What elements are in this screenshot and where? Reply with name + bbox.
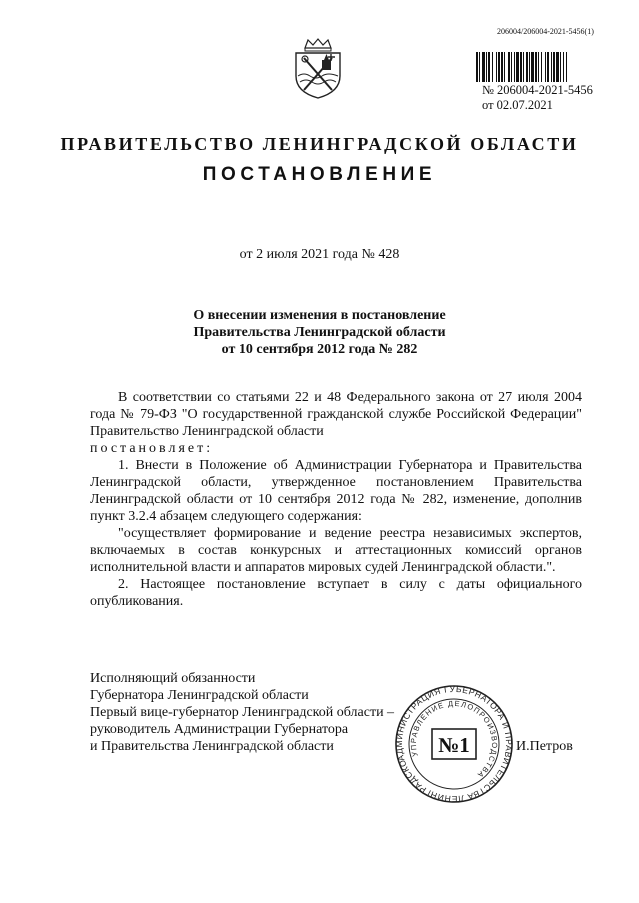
quoted-paragraph: "осуществляет формирование и ведение реестра независимых экспертов, включаемых в состав конкурсных и аттестационных комиссий органов исполнительной власти и аппаратов мировых судей Ленинградской области.".: [90, 526, 582, 575]
signatory-name: И.Петров: [516, 739, 573, 754]
preamble-text: В соответствии со статьями 22 и 48 Федерального закона от 27 июля 2004 года № 79-ФЗ "О государственной гражданской службе Российской Федерации" Правительство Ленинградской области: [90, 390, 582, 439]
registration-date: от 02.07.2021: [482, 98, 553, 112]
signatory-line-3: Первый вице-губернатор Ленинградской области –: [90, 705, 395, 720]
subject-line-1: О внесении изменения в постановление: [193, 308, 446, 323]
seal-inner-text: УПРАВЛЕНИЕ ДЕЛОПРОИЗВОДСТВА: [408, 698, 500, 781]
resolves-word: постановляет:: [90, 441, 214, 456]
document-subject: [0, 307, 639, 358]
document-body: [90, 389, 582, 610]
seal-ring-text: АДМИНИСТРАЦИЯ ГУБЕРНАТОРА И ПРАВИТЕЛЬСТВА ЛЕНИНГРАДСКОЙ: [393, 684, 515, 804]
registry-number-top: 206004/206004-2021-5456(1): [497, 27, 594, 36]
subject-line-3: от 10 сентября 2012 года № 282: [221, 342, 418, 357]
signatory-position: [90, 670, 394, 755]
signatory-line-2: Губернатора Ленинградской области: [90, 688, 309, 703]
document-type: ПОСТАНОВЛЕНИЕ: [202, 164, 437, 185]
government-title: ПРАВИТЕЛЬСТВО ЛЕНИНГРАДСКОЙ ОБЛАСТИ: [60, 134, 579, 154]
item-1-paragraph: 1. Внести в Положение об Администрации Губернатора и Правительства Ленинградской области, утвержденное постановлением Правительства Ленинградской области от 10 сентября 2012 года № 282, изменение, дополнив пункт 3.2.4 абзацем следующего содержания:: [90, 458, 582, 524]
barcode-bar: [567, 52, 568, 82]
signatory-line-5: и Правительства Ленинградской области: [90, 739, 334, 754]
barcode: [476, 52, 604, 82]
official-seal-icon: [378, 684, 530, 804]
signatory-line-1: Исполняющий обязанности: [90, 671, 256, 686]
coat-of-arms-icon: [288, 38, 348, 100]
item-2-paragraph: 2. Настоящее постановление вступает в силу с даты официального опубликования.: [90, 577, 582, 609]
preamble-paragraph: [90, 389, 582, 457]
signatory-line-4: руководитель Администрации Губернатора: [90, 722, 349, 737]
subject-line-2: Правительства Ленинградской области: [193, 325, 446, 340]
resolution-date-number: от 2 июля 2021 года № 428: [239, 247, 400, 262]
seal-number: №1: [438, 733, 470, 757]
registration-number: № 206004-2021-5456: [482, 83, 593, 97]
